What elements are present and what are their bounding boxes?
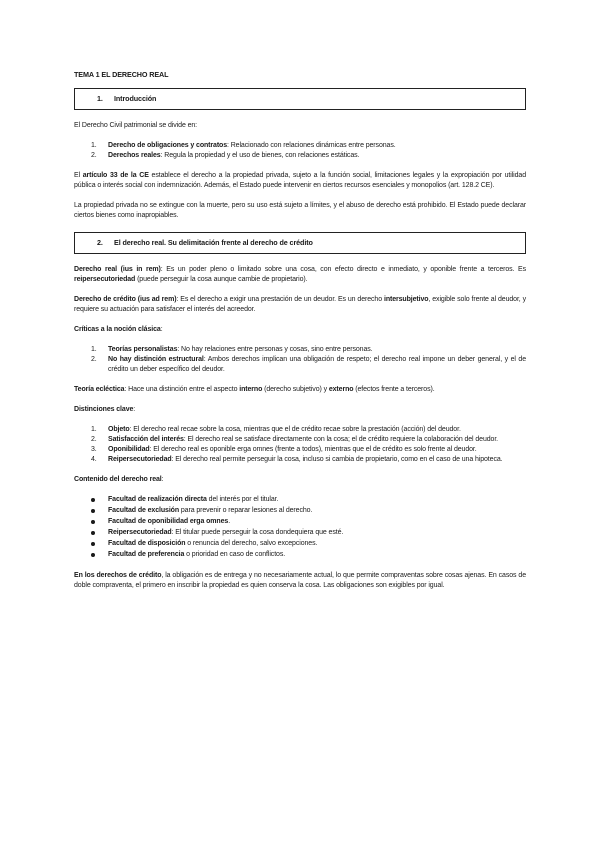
distinciones-heading	[74, 405, 526, 415]
list-number: 1.	[91, 426, 97, 433]
paragraph-text: establece el derecho a la propiedad privada, sujeto a la función social, limitaciones legales y la expropiación por utilidad pública o interés social con indemnización. Además, el Estado puede intervenir en ciertos recursos esenciales y monopolios (art. 128.2 CE).	[74, 172, 526, 189]
list-text: : El derecho real permite perseguir la cosa, incluso si cambia de propietario, como en el caso de una hipoteca.	[171, 456, 503, 463]
contenido-list	[74, 495, 526, 561]
bullet-icon	[91, 531, 95, 535]
list-text: : El derecho real se satisface directamente con la cosa; el de crédito requiere la colaboración del deudor.	[183, 436, 499, 443]
paragraph-bold: artículo 33 de la CE	[82, 172, 149, 179]
list-number: 3.	[91, 446, 97, 453]
list-text: .	[228, 518, 231, 525]
private-property-paragraph: La propiedad privada no se extingue con la muerte, pero su uso está sujeto a límites, y el abuso de derecho está prohibido. El Estado puede declarar ciertos bienes como inapropiables.	[74, 202, 526, 219]
list-item	[74, 539, 526, 550]
list-text: : Ambos derechos implican una obligación de respeto; el derecho real impone un deber general, y el de crédito un deber específico del deudor.	[108, 356, 526, 373]
list-text: del interés por el titular.	[206, 496, 279, 503]
list-text: o prioridad en caso de conflictos.	[184, 551, 286, 558]
list-item	[74, 506, 526, 517]
list-text: : No hay relaciones entre personas y cosas, sino entre personas.	[177, 346, 373, 353]
list-term: Teorías personalistas	[108, 346, 178, 353]
paragraph-text: El	[74, 172, 83, 179]
paragraph-text: : Hace una distinción entre el aspecto	[124, 386, 240, 393]
heading-bold: Distinciones clave	[74, 406, 134, 413]
list-term: Facultad de exclusión	[108, 507, 180, 514]
list-number: 2.	[91, 436, 97, 443]
list-term: Objeto	[108, 426, 130, 433]
section-2-number: 2.	[97, 238, 103, 247]
list-item	[74, 151, 526, 161]
paragraph-bold: intersubjetivo	[383, 296, 429, 303]
paragraph-bold: Teoría ecléctica	[74, 386, 125, 393]
section-1-number: 1.	[97, 94, 103, 103]
list-number: 2.	[91, 356, 97, 363]
closing-paragraph	[74, 571, 526, 591]
list-term: Facultad de preferencia	[108, 551, 185, 558]
list-item	[74, 345, 526, 355]
teoria-eclectica-paragraph	[74, 385, 526, 395]
list-item	[74, 435, 526, 445]
section-2-title: El derecho real. Su delimitación frente al derecho de crédito	[114, 238, 313, 247]
document-title: TEMA 1 EL DERECHO REAL	[74, 70, 169, 79]
paragraph-bold: externo	[328, 386, 354, 393]
list-item	[74, 517, 526, 528]
list-term: No hay distinción estructural	[108, 356, 204, 363]
paragraph-bold: En los derechos de crédito	[74, 572, 162, 579]
list-item	[74, 141, 526, 151]
section-1-heading	[74, 88, 526, 110]
heading-bold: Contenido del derecho real	[74, 476, 162, 483]
paragraph-bold: interno	[239, 386, 263, 393]
heading-bold: Críticas a la noción clásica	[74, 326, 161, 333]
list-number: 1.	[91, 346, 97, 353]
document-body	[74, 70, 526, 591]
paragraph-bold: Derecho real (ius in rem)	[74, 266, 161, 273]
list-item	[74, 425, 526, 435]
criticas-heading	[74, 325, 526, 335]
list-term: Facultad de disposición	[108, 540, 186, 547]
heading-suffix: :	[133, 406, 136, 413]
list-text: : Relacionado con relaciones dinámicas entre personas.	[227, 142, 396, 149]
intro-lead: El Derecho Civil patrimonial se divide en:	[74, 122, 198, 129]
section-2-heading	[74, 232, 526, 254]
section-1-title: Introducción	[114, 94, 157, 103]
list-term: Reipersecutoriedad	[108, 529, 172, 536]
paragraph-text: (puede perseguir la cosa aunque cambie de propietario).	[135, 276, 308, 283]
derecho-credito-paragraph	[74, 295, 526, 315]
list-item	[74, 495, 526, 506]
list-number: 2.	[91, 152, 97, 159]
paragraph-text: (efectos frente a terceros).	[353, 386, 435, 393]
list-number: 1.	[91, 142, 97, 149]
list-item	[74, 550, 526, 561]
list-item	[74, 455, 526, 465]
list-text: : El derecho real es oponible erga omnes (frente a todos), mientras que el de crédito es solo frente al deudor.	[149, 446, 477, 453]
list-text: para prevenir o reparar lesiones al derecho.	[179, 507, 313, 514]
paragraph-text: : Es un poder pleno o limitado sobre una cosa, con efecto directo e inmediato, y oponible frente a terceros. Es	[160, 266, 526, 273]
list-text: : El derecho real recae sobre la cosa, mientras que el de crédito recae sobre la prestación (acción) del deudor.	[129, 426, 461, 433]
criticas-list	[74, 345, 526, 375]
list-term: Derechos reales	[108, 152, 161, 159]
paragraph-bold: Derecho de crédito (ius ad rem)	[74, 296, 177, 303]
heading-suffix: :	[161, 476, 164, 483]
list-term: Facultad de realización directa	[108, 496, 207, 503]
article-33-paragraph	[74, 171, 526, 191]
list-text: o renuncia del derecho, salvo excepciones.	[185, 540, 318, 547]
list-term: Oponibilidad	[108, 446, 150, 453]
bullet-icon	[91, 542, 95, 546]
bullet-icon	[91, 553, 95, 557]
derecho-real-paragraph	[74, 265, 526, 285]
list-term: Satisfacción del interés	[108, 436, 184, 443]
bullet-icon	[91, 509, 95, 513]
list-item	[74, 355, 526, 375]
paragraph-text: , la obligación es de entrega y no necesariamente actual, lo que permite compraventas sobre cosas ajenas. En casos de doble compraventa, el primero en inscribir la propiedad es quien conserva la cosa. Las obligaciones son exigibles por igual.	[74, 572, 526, 589]
bullet-icon	[91, 520, 95, 524]
paragraph-bold: reipersecutoriedad	[74, 276, 136, 283]
heading-suffix: :	[160, 326, 163, 333]
list-item	[74, 445, 526, 455]
list-text: : Regula la propiedad y el uso de bienes, con relaciones estáticas.	[160, 152, 360, 159]
distinciones-list	[74, 425, 526, 465]
list-term: Derecho de obligaciones y contratos	[108, 142, 228, 149]
bullet-icon	[91, 498, 95, 502]
paragraph-text: (derecho subjetivo) y	[262, 386, 329, 393]
contenido-heading	[74, 475, 526, 485]
list-item	[74, 528, 526, 539]
list-number: 4.	[91, 456, 97, 463]
list-term: Reipersecutoriedad	[108, 456, 172, 463]
list-text: : El titular puede perseguir la cosa dondequiera que esté.	[171, 529, 344, 536]
intro-list	[74, 141, 526, 161]
paragraph-text: : Es el derecho a exigir una prestación de un deudor. Es un derecho	[176, 296, 384, 303]
list-term: Facultad de oponibilidad erga omnes	[108, 518, 229, 525]
paragraph-text: , exigible solo frente al deudor, y requiere su actuación para satisfacer el interés del acreedor.	[74, 296, 526, 313]
